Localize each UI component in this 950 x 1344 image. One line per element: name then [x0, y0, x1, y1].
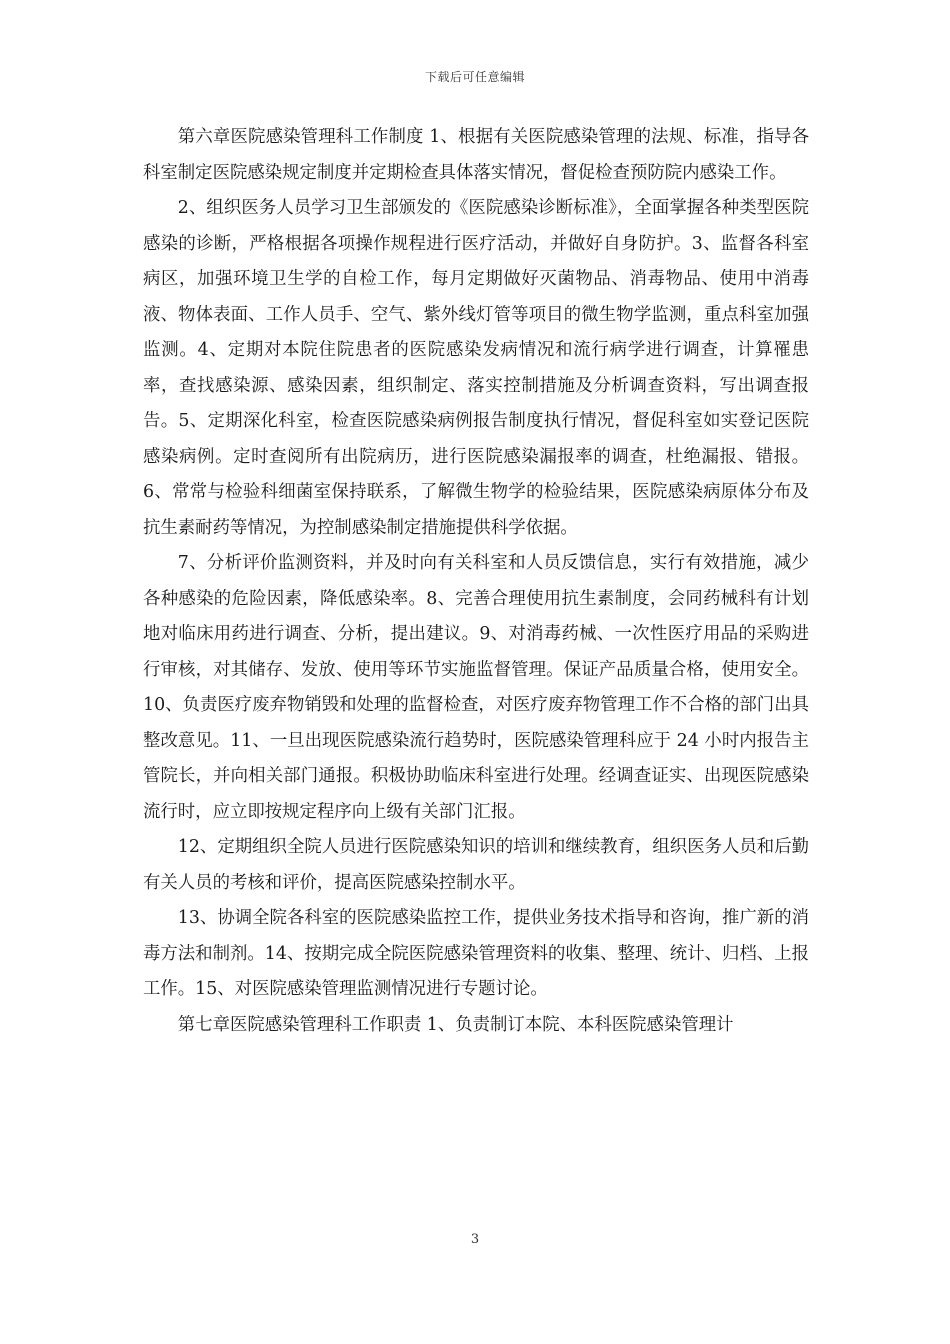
- paragraph-items-2-6: 2、组织医务人员学习卫生部颁发的《医院感染诊断标准》，全面掌握各种类型医院感染的诊断，严格根据各项操作规程进行医疗活动，并做好自身防护。3、监督各科室病区，加强环境卫生学的自检工作，每月定期做好灭菌物品、消毒物品、使用中消毒液、物体表面、工作人员手、空气、紫外线灯管等项目的微生物学监测，重点科室加强监测。4、定期对本院住院患者的医院感染发病情况和流行病学进行调查，计算罹患率，查找感染源、感染因素，组织制定、落实控制措施及分析调查资料，写出调查报告。5、定期深化科室，检查医院感染病例报告制度执行情况，督促科室如实登记医院感染病例。定时查阅所有出院病历，进行医院感染漏报率的调查，杜绝漏报、错报。6、常常与检验科细菌室保持联系，了解微生物学的检验结果，医院感染病原体分布及抗生素耐药等情况，为控制感染制定措施提供科学依据。: [143, 198, 809, 538]
- paragraph-items-7-11: 7、分析评价监测资料，并及时向有关科室和人员反馈信息，实行有效措施，减少各种感染的危险因素，降低感染率。8、完善合理使用抗生素制度，会同药械科有计划地对临床用药进行调查、分析，提出建议。9、对消毒药械、一次性医疗用品的采购进行审核，对其储存、发放、使用等环节实施监督管理。保证产品质量合格，使用安全。10、负责医疗废弃物销毁和处理的监督检查，对医疗废弃物管理工作不合格的部门出具整改意见。11、一旦出现医院感染流行趋势时，医院感染管理科应于 24 小时内报告主管院长，并向相关部门通报。积极协助临床科室进行处理。经调查证实、出现医院感染流行时，应立即按规定程序向上级有关部门汇报。: [143, 553, 809, 822]
- page-header: 下载后可任意编辑: [424, 70, 525, 84]
- paragraph-chapter-6-intro: 第六章医院感染管理科工作制度 1、根据有关医院感染管理的法规、标准，指导各科室制定医院感染规定制度并定期检查具体落实情况，督促检查预防院内感染工作。: [143, 127, 809, 183]
- page-number: 3: [470, 1232, 480, 1247]
- document-body: [143, 120, 809, 1043]
- paragraph-item-12: 12、定期组织全院人员进行医院感染知识的培训和继续教育，组织医务人员和后勤有关人员的考核和评价，提高医院感染控制水平。: [143, 837, 809, 893]
- paragraph-chapter-7-intro: 第七章医院感染管理科工作职责 1、负责制订本院、本科医院感染管理计: [177, 1014, 734, 1035]
- paragraph-items-13-15: 13、协调全院各科室的医院感染监控工作，提供业务技术指导和咨询，推广新的消毒方法和制剂。14、按期完成全院医院感染管理资料的收集、整理、统计、归档、上报工作。15、对医院感染管理监测情况进行专题讨论。: [143, 908, 809, 999]
